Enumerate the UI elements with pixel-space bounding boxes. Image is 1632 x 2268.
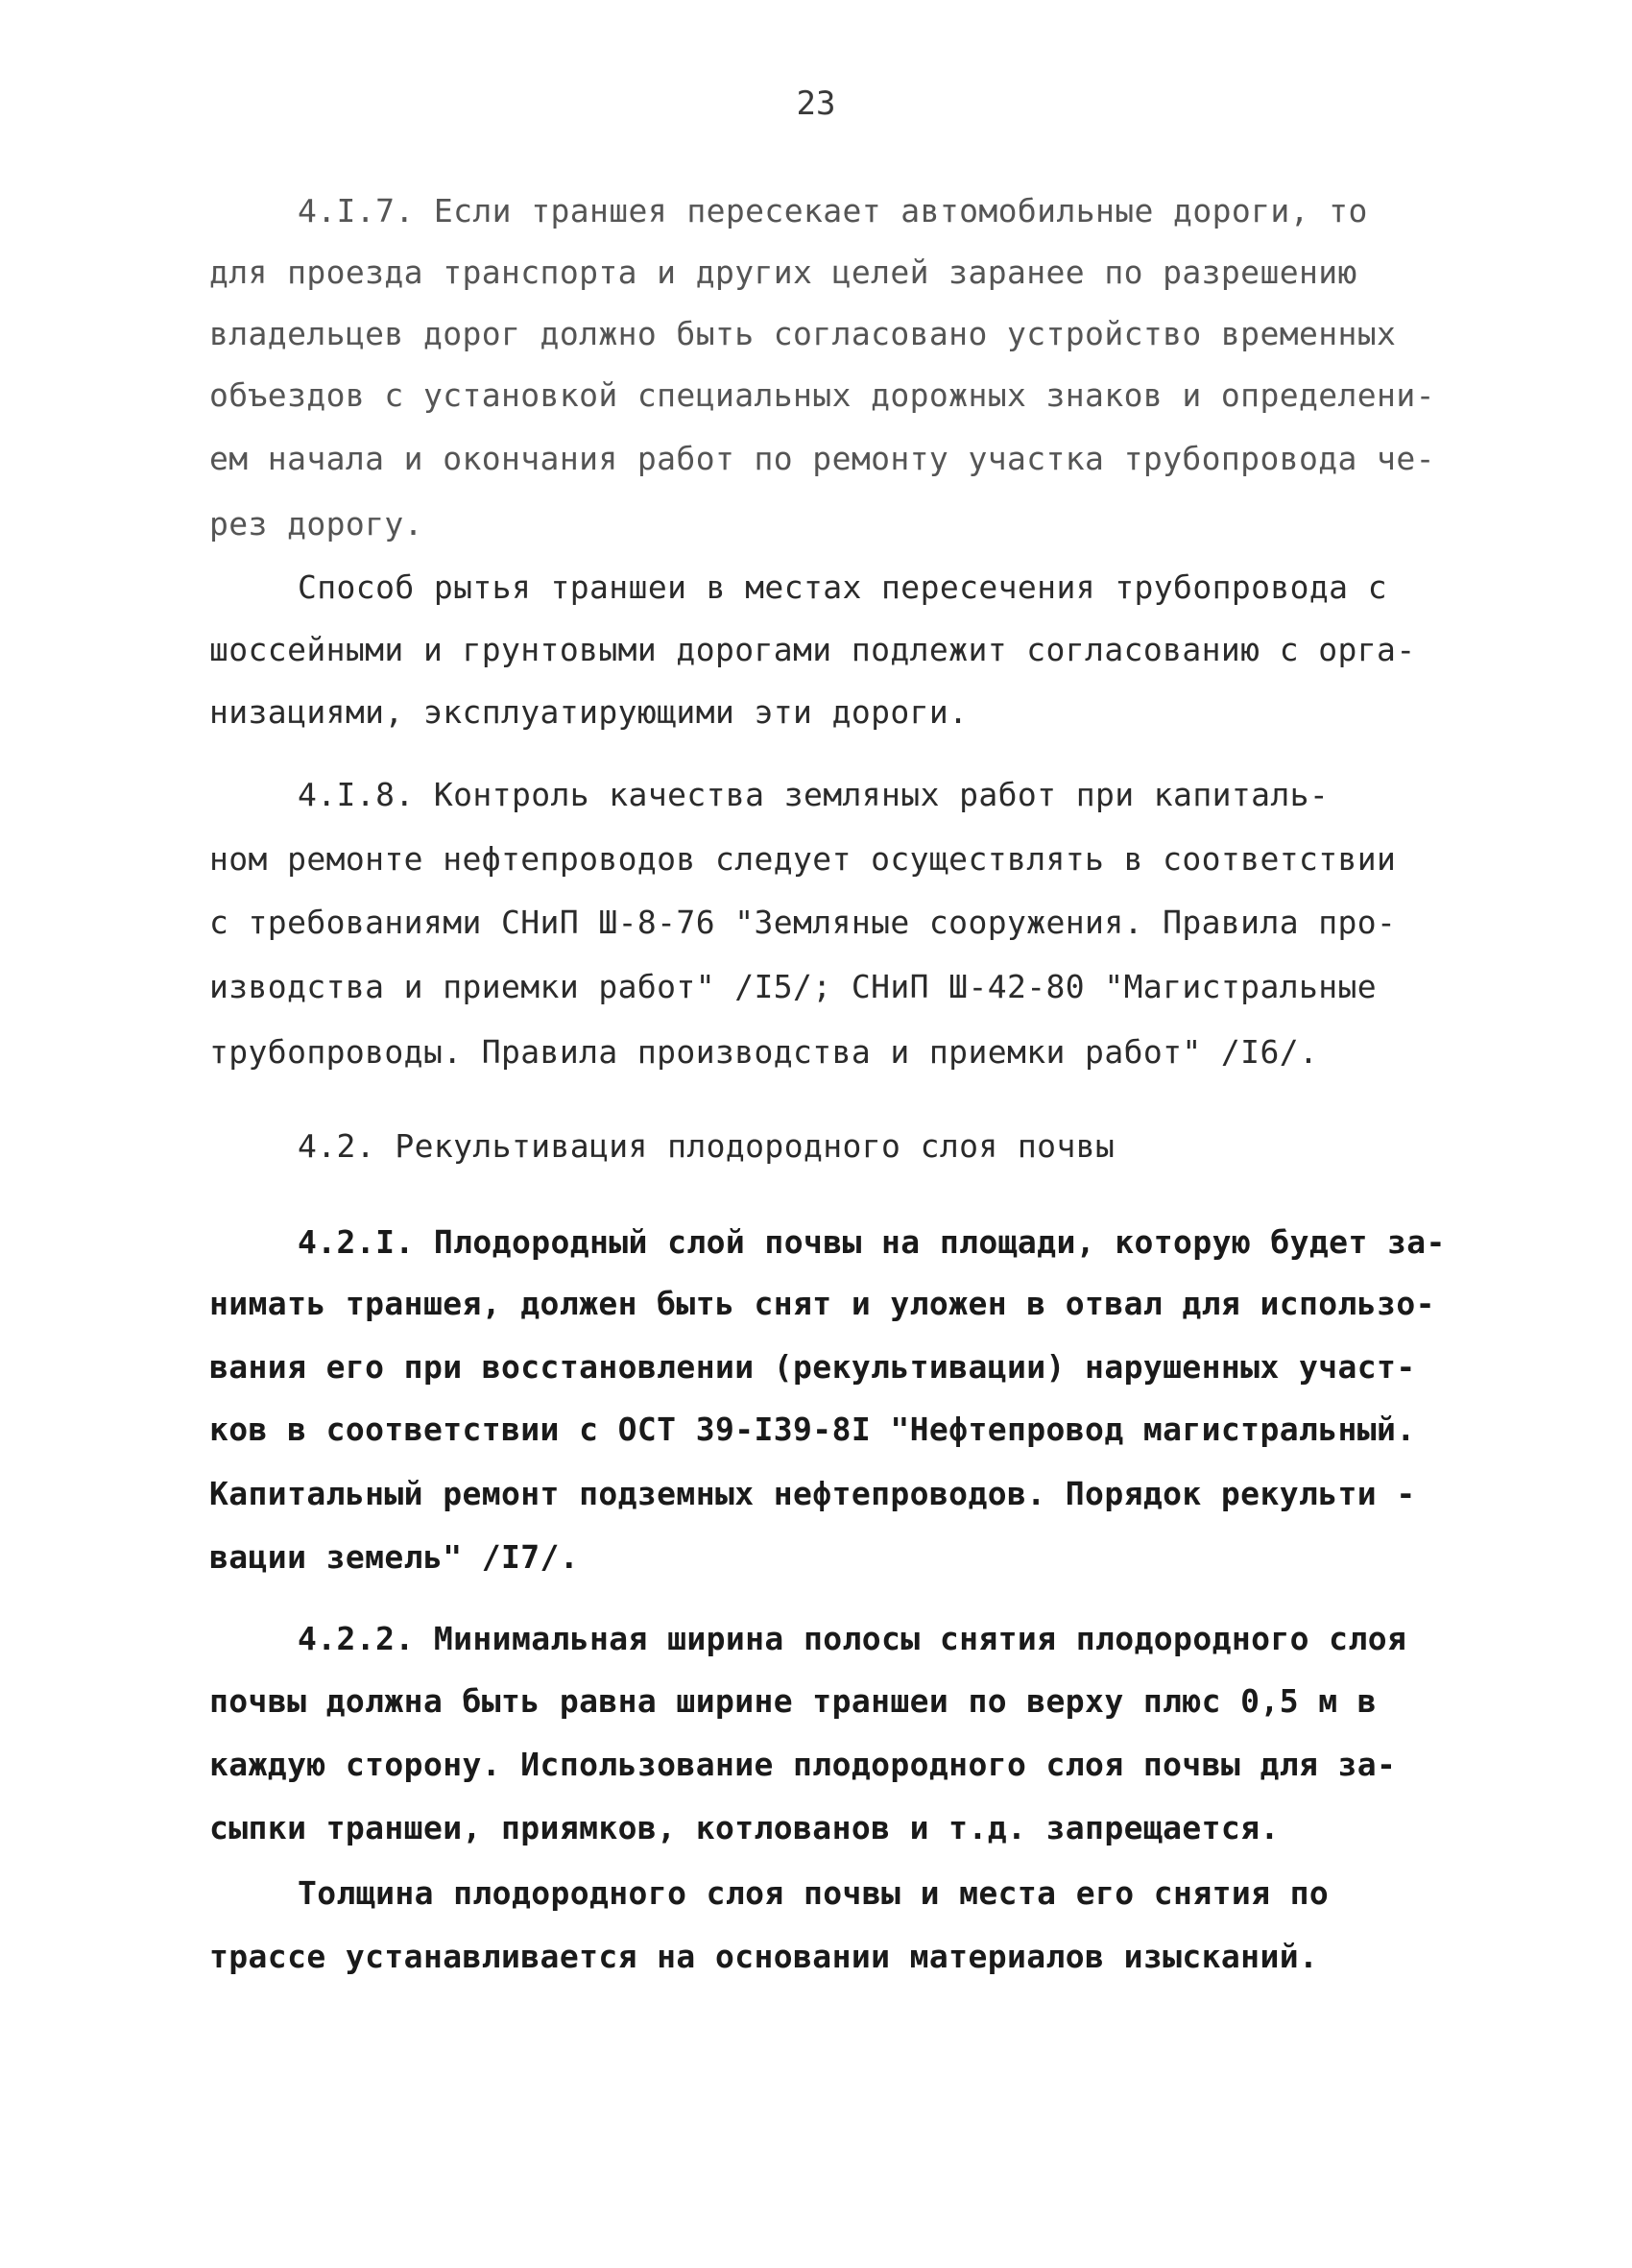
text-line: ном ремонте нефтепроводов следует осуществлять в соответствии — [209, 840, 1397, 878]
text-line: сыпки траншеи, приямков, котлованов и т.д. запрещается. — [209, 1809, 1280, 1846]
text-line: Способ рытья траншеи в местах пересечения трубопровода с — [298, 568, 1387, 606]
text-line: вации земель" /I7/. — [209, 1538, 580, 1576]
text-line: 4.2.I. Плодородный слой почвы на площади, которую будет за- — [298, 1223, 1446, 1261]
page-number: 23 — [796, 84, 836, 123]
text-line: рез дорогу. — [209, 505, 423, 543]
text-line: почвы должна быть равна ширине траншеи по верху плюс 0,5 м в — [209, 1682, 1378, 1720]
text-line: ков в соответствии с ОСТ 39-I39-8I "Нефтепровод магистральный. — [209, 1411, 1416, 1448]
text-line: изводства и приемки работ" /I5/; СНиП Ш-42-80 "Магистральные — [209, 968, 1378, 1005]
text-line: трассе устанавливается на основании материалов изысканий. — [209, 1938, 1319, 1975]
text-line: шоссейными и грунтовыми дорогами подлежит согласованию с орга- — [209, 631, 1416, 668]
text-line: каждую сторону. Использование плодородного слоя почвы для за- — [209, 1746, 1397, 1783]
text-line: трубопроводы. Правила производства и приемки работ" /I6/. — [209, 1033, 1319, 1071]
text-line: объездов с установкой специальных дорожных знаков и определени- — [209, 376, 1435, 414]
text-line: с требованиями СНиП Ш-8-76 "Земляные сооружения. Правила про- — [209, 904, 1397, 941]
text-line: низациями, эксплуатирующими эти дороги. — [209, 693, 969, 731]
text-line: вания его при восстановлении (рекультивации) нарушенных участ- — [209, 1348, 1416, 1386]
text-line: 4.I.8. Контроль качества земляных работ при капиталь- — [298, 776, 1330, 813]
section-heading: 4.2. Рекультивация плодородного слоя почвы — [298, 1127, 1116, 1165]
text-line: нимать траншея, должен быть снят и уложен в отвал для использо- — [209, 1285, 1435, 1322]
text-line: ем начала и окончания работ по ремонту участка трубопровода че- — [209, 440, 1435, 477]
text-line: владельцев дорог должно быть согласовано устройство временных — [209, 315, 1397, 352]
text-line: Толщина плодородного слоя почвы и места его снятия по — [298, 1874, 1330, 1912]
text-line: 4.2.2. Минимальная ширина полосы снятия плодородного слоя — [298, 1620, 1407, 1657]
text-line: 4.I.7. Если траншея пересекает автомобильные дороги, то — [298, 192, 1368, 229]
text-line: для проезда транспорта и других целей заранее по разрешению — [209, 253, 1357, 291]
text-line: Капитальный ремонт подземных нефтепроводов. Порядок рекульти - — [209, 1475, 1416, 1512]
